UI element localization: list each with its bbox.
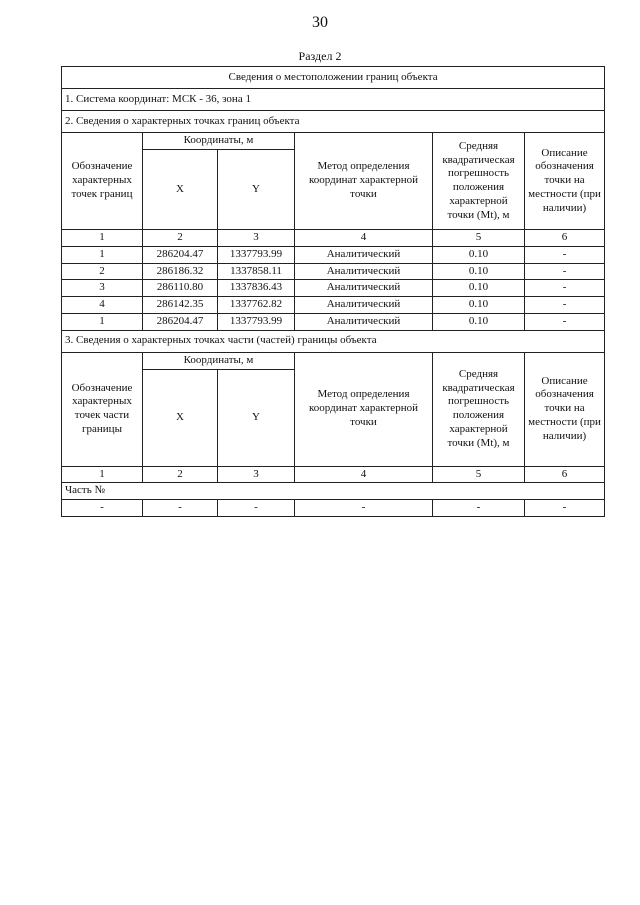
part3-heading-row bbox=[62, 330, 605, 352]
part3-col-method: Метод определения координат характерной точки bbox=[295, 352, 433, 466]
table-row bbox=[62, 313, 605, 330]
part2-col-numbers-row bbox=[62, 230, 605, 247]
part3-col-desc: Описание обозначения точки на местности (при наличии) bbox=[525, 352, 605, 466]
cell-error: 0.10 bbox=[433, 280, 525, 297]
cell-point: 3 bbox=[62, 280, 143, 297]
cell-desc: - bbox=[525, 297, 605, 314]
cell-x: 286204.47 bbox=[143, 313, 218, 330]
cell-point: - bbox=[62, 500, 143, 517]
cell-desc: - bbox=[525, 280, 605, 297]
cell-y: - bbox=[218, 500, 295, 517]
table-row bbox=[62, 500, 605, 517]
cell-y: 1337858.11 bbox=[218, 263, 295, 280]
cell-desc: - bbox=[525, 500, 605, 517]
part2-col-error: Средняя квадратическая погрешность положения характерной точки (Mt), м bbox=[433, 133, 525, 230]
part2-col-y: Y bbox=[218, 150, 295, 230]
col-number: 4 bbox=[295, 230, 433, 247]
col-number: 4 bbox=[295, 466, 433, 483]
cell-x: - bbox=[143, 500, 218, 517]
cell-point: 1 bbox=[62, 313, 143, 330]
part2-col-x: X bbox=[143, 150, 218, 230]
cell-y: 1337836.43 bbox=[218, 280, 295, 297]
table-row bbox=[62, 280, 605, 297]
cell-desc: - bbox=[525, 246, 605, 263]
part3-col-designation: Обозначение характерных точек части границы bbox=[62, 352, 143, 466]
cell-method: Аналитический bbox=[295, 263, 433, 280]
cell-y: 1337793.99 bbox=[218, 246, 295, 263]
part2-heading-row bbox=[62, 111, 605, 133]
cell-method: Аналитический bbox=[295, 313, 433, 330]
col-number: 5 bbox=[433, 466, 525, 483]
part3-col-coords: Координаты, м bbox=[143, 352, 295, 369]
part3-col-x: X bbox=[143, 369, 218, 466]
part3-heading: 3. Сведения о характерных точках части (частей) границы объекта bbox=[62, 330, 605, 352]
col-number: 3 bbox=[218, 230, 295, 247]
section-label: Раздел 2 bbox=[298, 49, 342, 63]
col-number: 1 bbox=[62, 230, 143, 247]
part3-col-error: Средняя квадратическая погрешность положения характерной точки (Mt), м bbox=[433, 352, 525, 466]
col-number: 2 bbox=[143, 466, 218, 483]
cell-y: 1337762.82 bbox=[218, 297, 295, 314]
part3-part-label-row bbox=[62, 483, 605, 500]
cell-y: 1337793.99 bbox=[218, 313, 295, 330]
col-number: 2 bbox=[143, 230, 218, 247]
part2-heading: 2. Сведения о характерных точках границ объекта bbox=[62, 111, 605, 133]
cell-method: - bbox=[295, 500, 433, 517]
coord-system: 1. Система координат: МСК - 36, зона 1 bbox=[62, 89, 605, 111]
table-row bbox=[62, 246, 605, 263]
part2-col-designation: Обозначение характерных точек границ bbox=[62, 133, 143, 230]
cell-method: Аналитический bbox=[295, 297, 433, 314]
cell-method: Аналитический bbox=[295, 246, 433, 263]
cell-error: - bbox=[433, 500, 525, 517]
col-number: 3 bbox=[218, 466, 295, 483]
part3-col-numbers-row bbox=[62, 466, 605, 483]
cell-error: 0.10 bbox=[433, 246, 525, 263]
part3-col-y: Y bbox=[218, 369, 295, 466]
table-row bbox=[62, 297, 605, 314]
cell-x: 286110.80 bbox=[143, 280, 218, 297]
cell-point: 4 bbox=[62, 297, 143, 314]
part3-header-row bbox=[62, 352, 605, 369]
table-title-row bbox=[62, 67, 605, 89]
cell-error: 0.10 bbox=[433, 263, 525, 280]
part-number-label: Часть № bbox=[62, 483, 605, 500]
col-number: 5 bbox=[433, 230, 525, 247]
cell-x: 286142.35 bbox=[143, 297, 218, 314]
page-number: 30 bbox=[312, 14, 328, 31]
part2-header-row bbox=[62, 133, 605, 150]
part2-col-method: Метод определения координат характерной точки bbox=[295, 133, 433, 230]
cell-error: 0.10 bbox=[433, 297, 525, 314]
cell-x: 286186.32 bbox=[143, 263, 218, 280]
table-title: Сведения о местоположении границ объекта bbox=[62, 67, 605, 89]
cell-desc: - bbox=[525, 263, 605, 280]
part2-col-coords: Координаты, м bbox=[143, 133, 295, 150]
col-number: 1 bbox=[62, 466, 143, 483]
cell-point: 2 bbox=[62, 263, 143, 280]
part2-col-desc: Описание обозначения точки на местности (при наличии) bbox=[525, 133, 605, 230]
col-number: 6 bbox=[525, 466, 605, 483]
cell-error: 0.10 bbox=[433, 313, 525, 330]
boundary-table bbox=[61, 66, 605, 517]
table-row bbox=[62, 263, 605, 280]
cell-point: 1 bbox=[62, 246, 143, 263]
cell-method: Аналитический bbox=[295, 280, 433, 297]
col-number: 6 bbox=[525, 230, 605, 247]
cell-x: 286204.47 bbox=[143, 246, 218, 263]
coord-system-row bbox=[62, 89, 605, 111]
cell-desc: - bbox=[525, 313, 605, 330]
